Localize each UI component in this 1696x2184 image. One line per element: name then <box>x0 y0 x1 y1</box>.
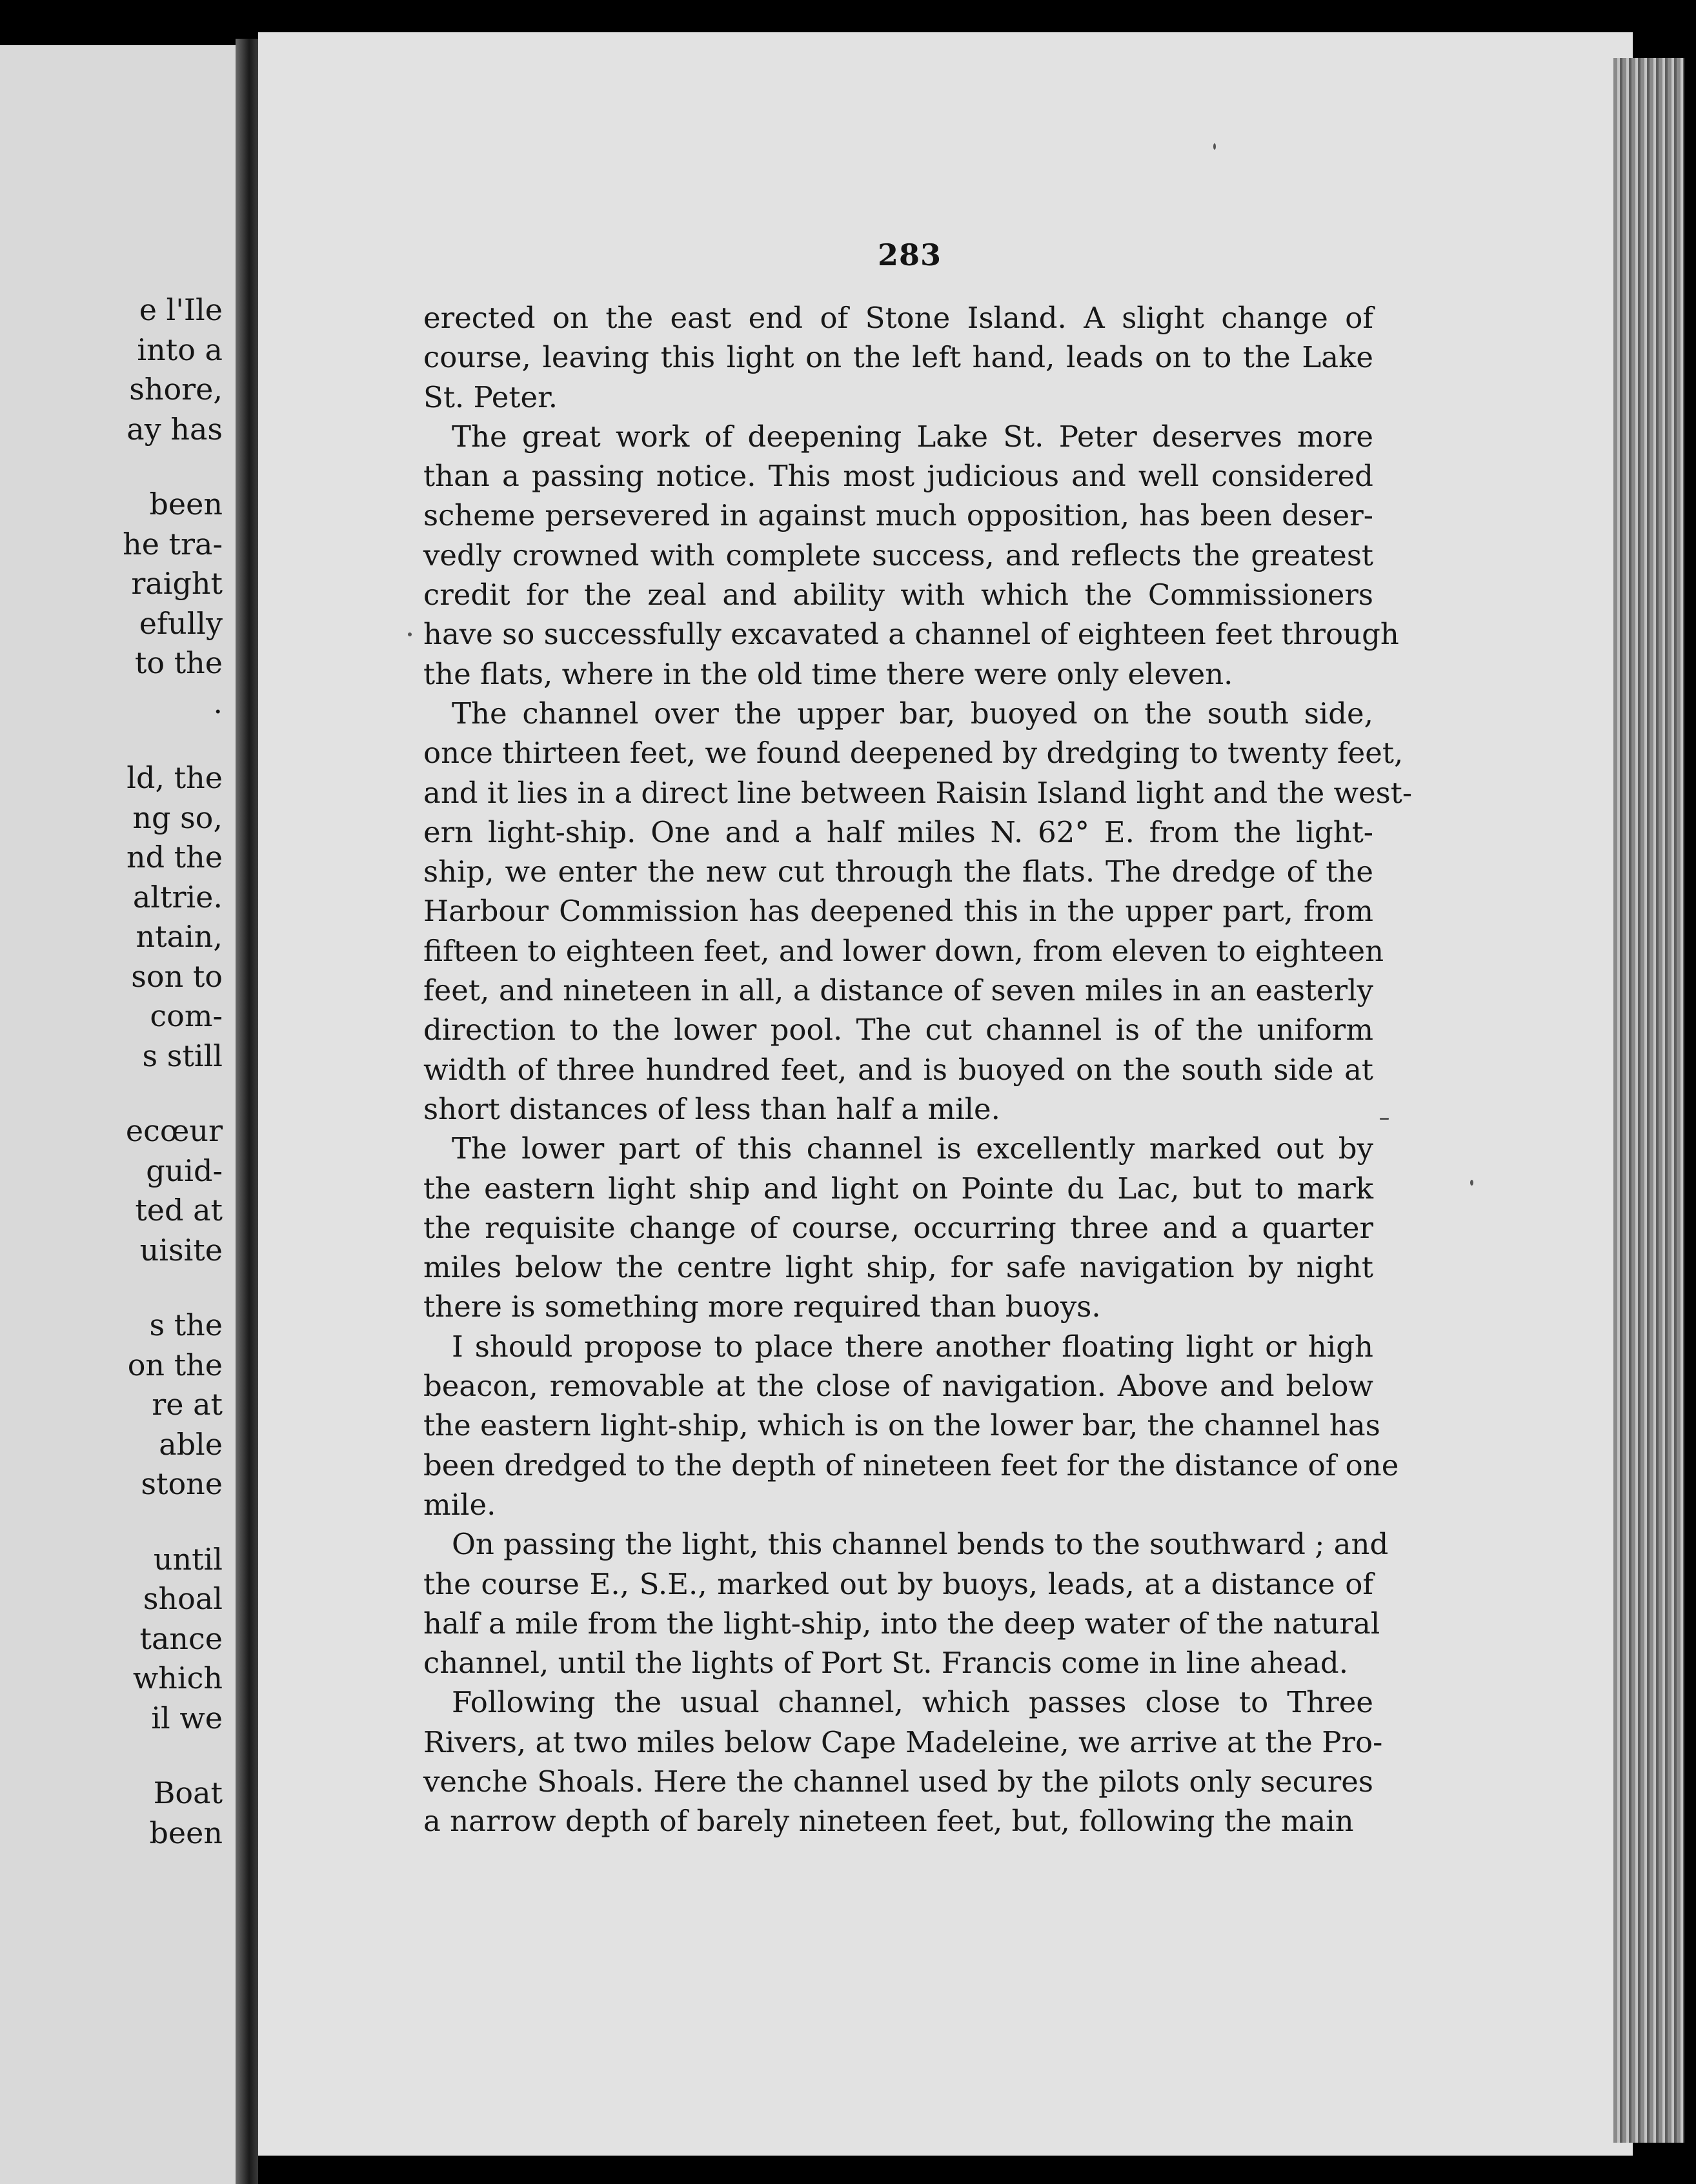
paragraph <box>423 1683 1383 1841</box>
left-text-fragment: uisite <box>139 1232 223 1268</box>
left-text-fragment: son to <box>131 958 223 994</box>
text-line: course, leaving this light on the left hand, leads on to the Lake <box>423 340 1373 375</box>
book-gutter <box>236 39 258 2184</box>
left-text-fragment: s the <box>149 1308 223 1342</box>
left-text-fragment: e l'Ile <box>139 292 223 327</box>
left-text-fragment: ntain, <box>136 919 223 954</box>
paragraph-gap <box>3 1076 223 1111</box>
paragraph <box>423 1327 1399 1524</box>
left-text-fragment: s still <box>142 1038 223 1073</box>
left-text-fragment: ted at <box>135 1193 223 1228</box>
left-text-fragment: to the <box>134 645 223 680</box>
left-text-fragment: he tra- <box>123 526 223 561</box>
left-text-fragment: ld, the <box>126 760 223 795</box>
paragraph-gap <box>3 1270 223 1306</box>
paragraph <box>423 417 1399 694</box>
page-number: 283 <box>878 238 942 272</box>
text-line: the requisite change of course, occurring three and a quarter <box>423 1210 1373 1245</box>
text-line: once thirteen feet, we found deepened by dredging to twenty feet, <box>423 736 1404 771</box>
print-speck <box>1380 1118 1389 1120</box>
left-text-fragment: stone <box>141 1466 223 1501</box>
text-line: the eastern light ship and light on Pointe du Lac, but to mark <box>423 1171 1373 1206</box>
left-text-fragment: shoal <box>143 1581 223 1616</box>
text-line: I should propose to place there another floating light or high <box>452 1329 1373 1364</box>
left-text-fragment: ng so, <box>132 800 223 835</box>
text-line: The channel over the upper bar, buoyed on the south side, <box>452 696 1373 731</box>
page-edges <box>1613 58 1684 2143</box>
paragraph <box>423 694 1413 1129</box>
text-line: The great work of deepening Lake St. Peter deserves more <box>452 419 1373 454</box>
left-text-fragment: Boat <box>153 1775 223 1810</box>
text-line: beacon, removable at the close of navigation. Above and below <box>423 1369 1373 1404</box>
left-text-fragment: guid- <box>146 1153 223 1188</box>
paragraph <box>423 298 1373 417</box>
text-line: credit for the zeal and ability with which the Commissioners <box>423 578 1373 612</box>
text-line: The lower part of this channel is excellently marked out by <box>452 1131 1373 1166</box>
print-speck <box>1470 1180 1473 1186</box>
text-line: On passing the light, this channel bends to the southward ; and <box>452 1527 1389 1562</box>
text-line: half a mile from the light-ship, into the deep water of the natural <box>423 1606 1380 1641</box>
text-line: scheme persevered in against much opposition, has been deser- <box>423 498 1373 533</box>
left-page-text-fragments <box>3 290 223 1853</box>
left-text-fragment: into a <box>137 332 223 367</box>
text-line: and it lies in a direct line between Raisin Island light and the west- <box>423 775 1413 810</box>
left-text-fragment: nd the <box>126 840 223 875</box>
left-text-fragment: been <box>149 487 223 521</box>
paragraph-gap <box>3 1504 223 1540</box>
text-line: ern light-ship. One and a half miles N. 62° E. from the light- <box>423 814 1373 849</box>
text-line: vedly crowned with complete success, and reflects the greatest <box>423 538 1373 572</box>
print-speck <box>1213 143 1216 150</box>
text-line: Rivers, at two miles below Cape Madeleine, we arrive at the Pro- <box>423 1724 1383 1759</box>
text-line: feet, and nineteen in all, a distance of seven miles in an easterly <box>423 973 1373 1008</box>
text-line: the flats, where in the old time there were only eleven. <box>423 656 1233 691</box>
text-line: Following the usual channel, which passes close to Three <box>452 1685 1373 1720</box>
text-line: direction to the lower pool. The cut channel is of the uniform <box>423 1013 1373 1047</box>
text-line: Harbour Commission has deepened this in the upper part, from <box>423 894 1373 929</box>
text-line: width of three hundred feet, and is buoyed on the south side at <box>423 1052 1373 1087</box>
left-text-fragment: until <box>153 1541 223 1577</box>
text-line: channel, until the lights of Port St. Francis come in line ahead. <box>423 1646 1349 1681</box>
text-line: short distances of less than half a mile. <box>423 1091 1000 1126</box>
text-line: fifteen to eighteen feet, and lower down, from eleven to eighteen <box>423 933 1384 968</box>
text-line: ship, we enter the new cut through the flats. The dredge of the <box>423 854 1373 889</box>
paragraph-gap <box>3 723 223 758</box>
text-line: have so successfully excavated a channel of eighteen feet through <box>423 617 1399 652</box>
left-facing-page <box>0 45 236 2184</box>
text-line: mile. <box>423 1487 496 1522</box>
paragraph-gap <box>3 1738 223 1774</box>
text-line: a narrow depth of barely nineteen feet, but, following the main <box>423 1804 1354 1839</box>
left-text-fragment: . <box>213 685 223 720</box>
left-text-fragment: altrie. <box>132 879 223 915</box>
left-text-fragment: re at <box>152 1387 223 1422</box>
paragraph-gap <box>3 449 223 485</box>
left-text-fragment: ecœur <box>125 1113 223 1148</box>
print-speck <box>408 632 412 636</box>
left-text-fragment: ay has <box>126 411 223 447</box>
left-text-fragment: raight <box>131 566 223 601</box>
paragraph <box>423 1524 1389 1683</box>
left-text-fragment: been <box>149 1815 223 1850</box>
text-line: been dredged to the depth of nineteen feet for the distance of one <box>423 1448 1399 1482</box>
paragraph <box>423 1129 1373 1326</box>
left-text-fragment: able <box>159 1426 223 1462</box>
left-text-fragment: shore, <box>129 372 223 407</box>
left-text-fragment: which <box>132 1661 223 1695</box>
text-line: there is something more required than buoys. <box>423 1289 1101 1324</box>
left-text-fragment: on the <box>127 1347 223 1382</box>
text-line: St. Peter. <box>423 379 558 414</box>
text-line: erected on the east end of Stone Island. A slight change of <box>423 301 1373 335</box>
text-line: the eastern light-ship, which is on the lower bar, the channel has <box>423 1408 1380 1443</box>
text-line: than a passing notice. This most judicious and well considered <box>423 459 1373 494</box>
left-text-fragment: com- <box>150 998 223 1033</box>
page-body-text <box>423 298 1413 1841</box>
text-line: miles below the centre light ship, for safe navigation by night <box>423 1250 1373 1285</box>
left-text-fragment: efully <box>139 605 223 641</box>
left-text-fragment: tance <box>139 1621 223 1656</box>
left-text-fragment: il we <box>151 1700 223 1735</box>
text-line: venche Shoals. Here the channel used by the pilots only secures <box>423 1764 1373 1799</box>
text-line: the course E., S.E., marked out by buoys, leads, at a distance of <box>423 1566 1373 1601</box>
